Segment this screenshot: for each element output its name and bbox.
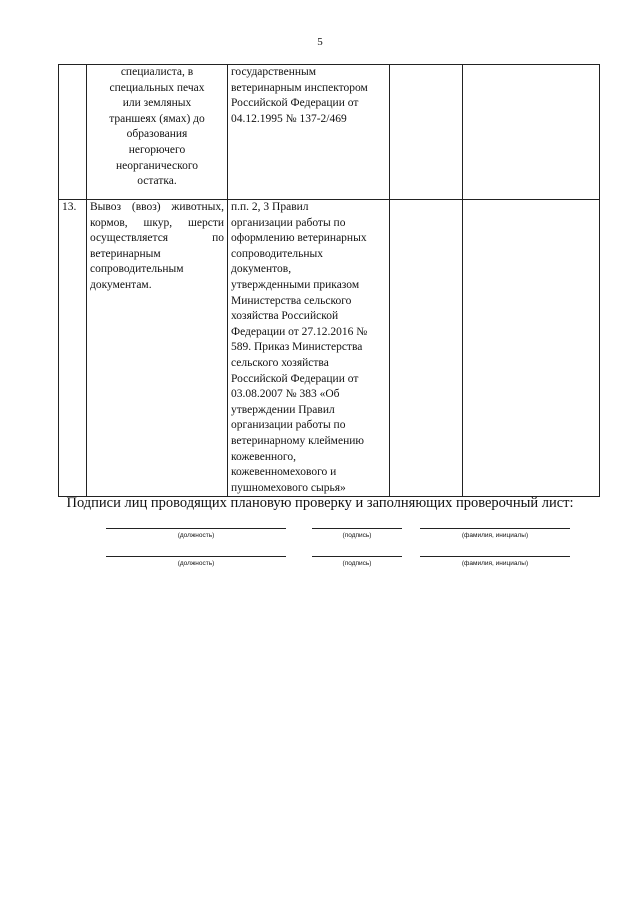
signature-line[interactable]: [312, 528, 402, 529]
reference-line: 04.12.1995 № 137-2/469: [231, 112, 347, 125]
reference-line: оформлению ветеринарных: [231, 232, 367, 245]
requirement-line: траншеях (ямах) до: [109, 112, 205, 125]
answer-cell[interactable]: [390, 65, 463, 200]
reference-line: Федерации от 27.12.2016 №: [231, 325, 368, 338]
reference-line: 589. Приказ Министерства: [231, 341, 363, 354]
position-line[interactable]: [106, 556, 286, 557]
reference-line: утвержденными приказом: [231, 278, 360, 291]
reference-line: сельского хозяйства: [231, 356, 329, 369]
reference-line: организации работы по: [231, 216, 346, 229]
reference-line: Российской Федерации от: [231, 97, 359, 110]
reference-line: кожевенного,: [231, 450, 296, 463]
requirement-line: неорганического: [115, 159, 199, 172]
row-number-cell: 13.: [59, 200, 87, 497]
name-caption: (фамилия, инициалы): [461, 532, 529, 539]
name-caption: (фамилия, инициалы): [461, 560, 529, 567]
signature-caption: (подпись): [342, 560, 372, 567]
reference-line: государственным: [231, 66, 317, 78]
note-cell[interactable]: [463, 65, 600, 200]
name-line[interactable]: [420, 528, 570, 529]
signature-line[interactable]: [312, 556, 402, 557]
signature-caption: (подпись): [342, 532, 372, 539]
reference-line: п.п. 2, 3 Правил: [231, 201, 309, 213]
position-caption: (должность): [177, 532, 215, 539]
requirement-line: или земляных: [122, 97, 192, 110]
table-row: [59, 65, 600, 200]
requirement-cell: [87, 65, 228, 200]
requirement-line: образования: [126, 128, 188, 141]
requirement-line: остатка.: [137, 175, 177, 188]
page-number: 5: [317, 36, 323, 48]
reference-line: хозяйства Российской: [231, 310, 339, 323]
reference-line: Министерства сельского: [231, 294, 352, 307]
reference-line: ветеринарным инспектором: [231, 81, 368, 94]
reference-line: пушномехового сырья»: [231, 481, 346, 494]
signatures-title: Подписи лиц проводящих плановую проверку и заполняющих проверочный лист:: [66, 495, 574, 511]
position-caption: (должность): [177, 560, 215, 567]
reference-line: документов,: [231, 263, 292, 276]
requirement-cell: Вывоз (ввоз) животных, кормов, шкур, шерсти осуществляется по ветеринарным сопроводительным документам.: [87, 200, 228, 497]
reference-line: кожевенномехового и: [231, 466, 337, 479]
requirement-line: негорючего: [128, 143, 186, 156]
reference-line: сопроводительных: [231, 247, 324, 260]
table-row: [59, 200, 600, 497]
requirement-line: специалиста, в: [120, 66, 194, 78]
reference-line: утверждении Правил: [231, 403, 335, 416]
legal-reference-cell: [228, 65, 390, 200]
checklist-table: [58, 64, 600, 497]
reference-line: организации работы по: [231, 419, 346, 432]
row-number-cell: [59, 65, 87, 200]
reference-line: ветеринарному клеймению: [231, 434, 364, 447]
reference-line: 03.08.2007 № 383 «Об: [231, 388, 340, 401]
requirement-line: специальных печах: [109, 81, 205, 94]
reference-line: Российской Федерации от: [231, 372, 359, 385]
position-line[interactable]: [106, 528, 286, 529]
note-cell[interactable]: [463, 200, 600, 497]
name-line[interactable]: [420, 556, 570, 557]
legal-reference-cell: [228, 200, 390, 497]
answer-cell[interactable]: [390, 200, 463, 497]
